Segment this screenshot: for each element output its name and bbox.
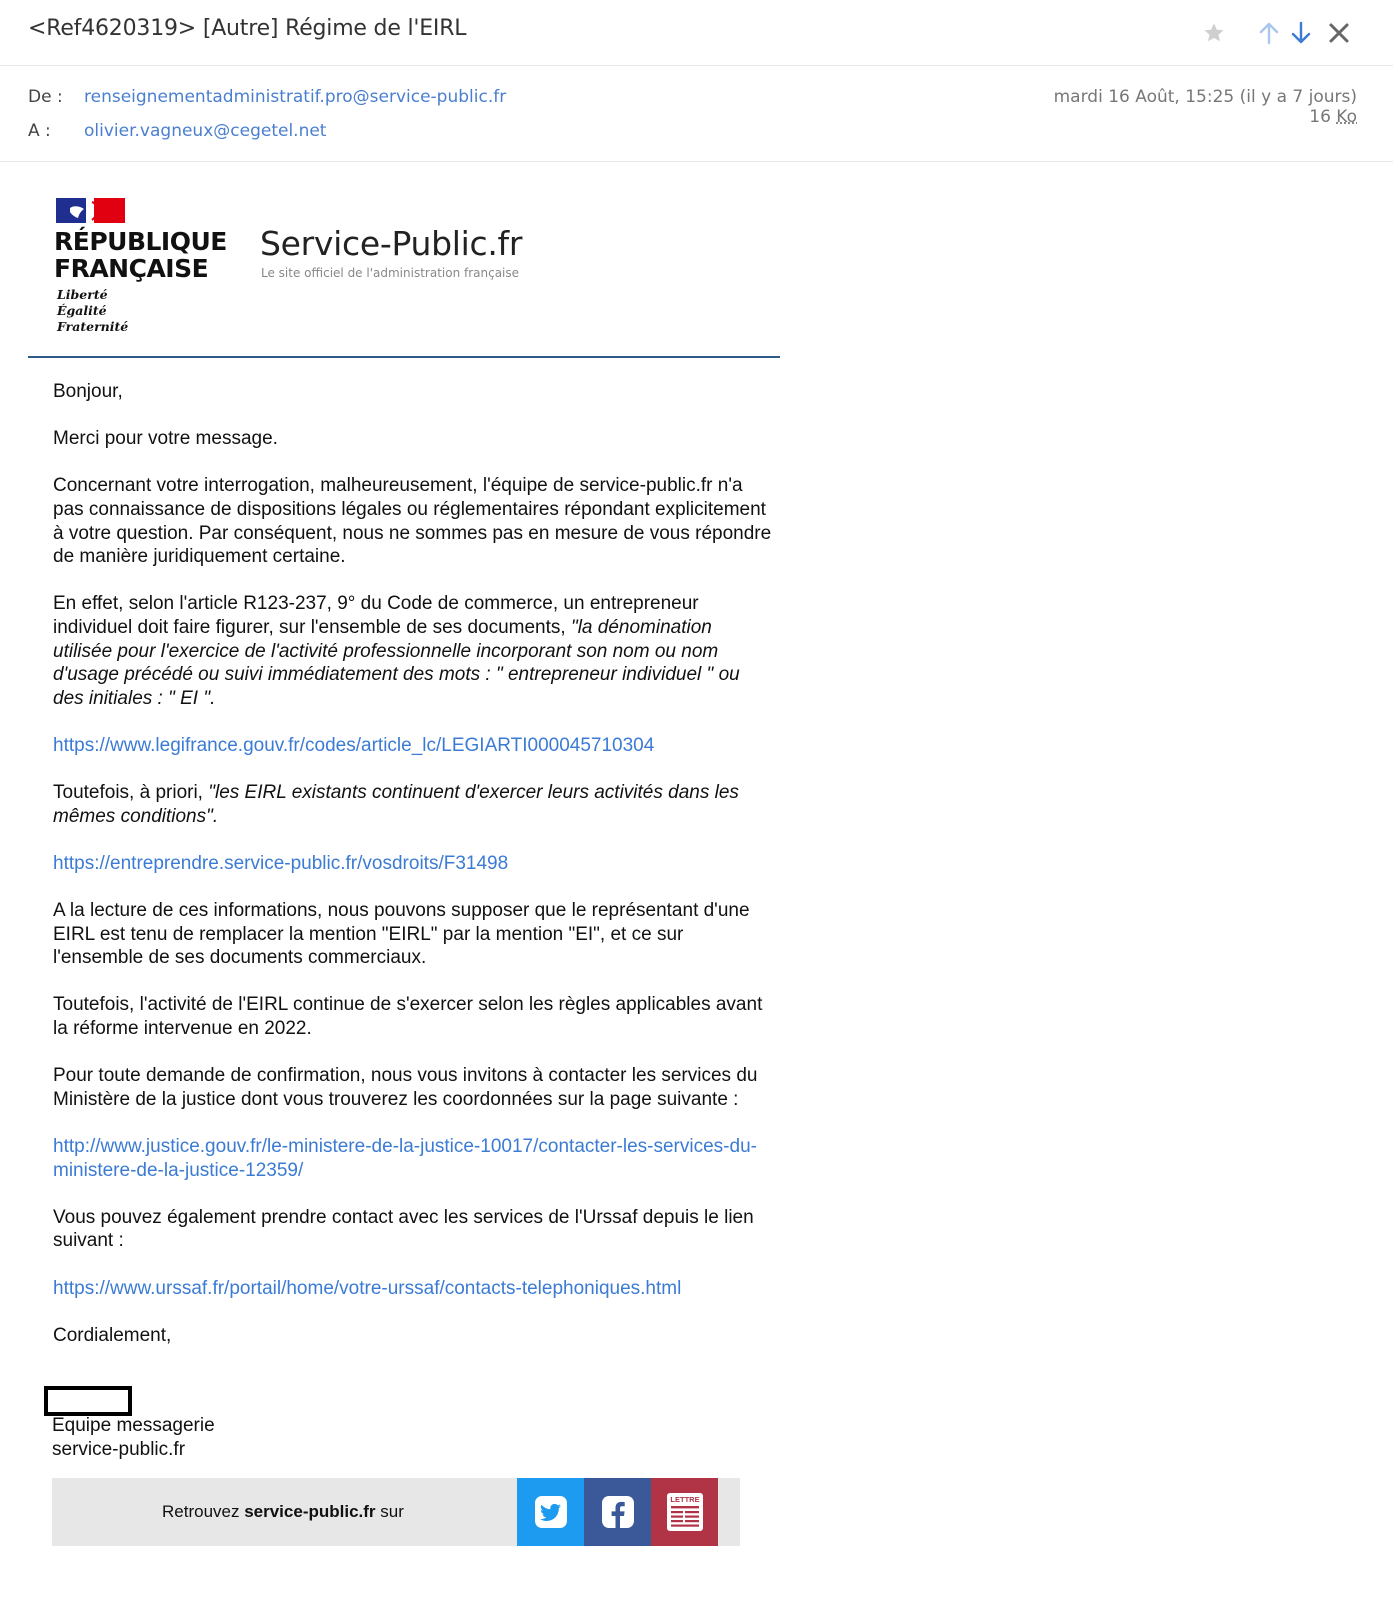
greeting: Bonjour, [53,381,123,402]
email-content [28,162,780,1346]
from-address[interactable]: renseignementadministratif.pro@service-public.fr [84,87,507,107]
facebook-button[interactable] [584,1478,651,1546]
paragraph-2-quote: "la dénomination utilisée pour l'exercice de l'activité professionnelle incorporant son nom ou nom d'usage précédé ou suivi immédiatement des mots : " entrepreneur individuel " ou des initiales : " EI ". [53,616,740,709]
footer-text-after: sur [375,1502,404,1521]
arrow-down-icon[interactable] [1286,18,1316,48]
close-icon[interactable] [1324,18,1354,48]
service-public-tagline: Le site officiel de l'administration française [261,266,520,280]
link-legifrance[interactable]: https://www.legifrance.gouv.fr/codes/article_lc/LEGIARTI000045710304 [53,734,655,756]
marianne-flag-icon [56,198,125,223]
paragraph-6: Pour toute demande de confirmation, nous vous invitons à contacter les services du Ministère de la justice dont vous trouverez les coordonnées sur la page suivante : [53,1065,758,1110]
paragraph-7: Vous pouvez également prendre contact avec les services de l'Urssaf depuis le lien suivant : [53,1206,754,1252]
from-label: De : [28,87,63,107]
motto-egalite: Égalité [57,303,107,318]
thanks-paragraph: Merci pour votre message. [53,428,278,450]
twitter-button[interactable] [517,1478,584,1546]
paragraph-2 [53,592,773,710]
service-public-logo: Service-Public.fr [260,224,523,263]
newsletter-button[interactable] [651,1478,718,1546]
arrow-up-icon[interactable] [1254,18,1284,48]
paragraph-2-text: En effet, selon l'article R123-237, 9° du Code de commerce, un entrepreneur individuel doit faire figurer, sur l'ensemble de ses documents, [53,593,699,638]
signature-line1: Equipe messagerie [52,1415,215,1436]
footer-text-bold: service-public.fr [244,1502,376,1521]
newsletter-label: LETTRE [669,1495,700,1504]
twitter-icon [534,1495,568,1529]
paragraph-5: Toutefois, l'activité de l'EIRL continue de s'exercer selon les règles applicables avant la réforme intervenue en 2022. [53,994,763,1040]
to-address[interactable]: olivier.vagneux@cegetel.net [84,121,327,141]
logo-area [28,162,780,358]
paragraph-1: Concernant votre interrogation, malheureusement, l'équipe de service-public.fr n'a pas connaissance de dispositions légales ou réglementaires répondant explicitement à votre question. Par conséquent, nous ne sommes pas en mesure de vous répondre de manière juridiquement certaine. [53,475,772,568]
link-entreprendre[interactable]: https://entreprendre.service-public.fr/vosdroits/F31498 [53,852,509,874]
to-label: A : [28,121,51,141]
link-urssaf[interactable]: https://www.urssaf.fr/portail/home/votre-urssaf/contacts-telephoniques.html [53,1277,682,1299]
social-footer [52,1478,740,1546]
paragraph-3-text: Toutefois, à priori, [53,782,209,804]
email-body [53,380,773,1371]
motto-fraternite: Fraternité [57,319,129,334]
paragraph-3-quote: "les EIRL existants continuent d'exercer leurs activités dans les mêmes conditions". [53,782,739,827]
facebook-icon [601,1495,635,1529]
republique-francaise-logo [54,228,227,282]
email-meta [0,67,1393,162]
rf-line1: RÉPUBLIQUE [54,227,227,256]
link-justice[interactable]: http://www.justice.gouv.fr/le-ministere-de-la-justice-10017/contacter-les-services-du-ministere-de-la-justice-12359/ [53,1136,757,1181]
email-size [1054,107,1357,127]
newsletter-icon [665,1491,705,1533]
email-header [0,0,1393,66]
footer-text-before: Retrouvez [162,1502,245,1521]
paragraph-3 [53,781,773,828]
email-size-unit: Ko [1336,107,1357,127]
footer-text [162,1502,404,1522]
signature [52,1414,215,1461]
email-date: mardi 16 Août, 15:25 (il y a 7 jours) [1053,87,1357,107]
redacted-name-box [44,1386,132,1416]
rf-line2: FRANÇAISE [54,254,209,283]
email-subject: <Ref4620319> [Autre] Régime de l'EIRL [28,16,467,41]
star-icon[interactable] [1199,18,1229,48]
email-date-size [1054,87,1357,127]
motto-liberte: Liberté [57,287,108,302]
closing: Cordialement, [53,1324,172,1346]
paragraph-4: A la lecture de ces informations, nous pouvons supposer que le représentant d'une EIRL est tenu de remplacer la mention "EIRL" par la mention "EI", et ce sur l'ensemble de ses documents commerciaux. [53,900,750,969]
republique-motto [57,287,128,335]
signature-line2: service-public.fr [52,1438,186,1460]
email-size-value: 16 [1309,107,1331,127]
